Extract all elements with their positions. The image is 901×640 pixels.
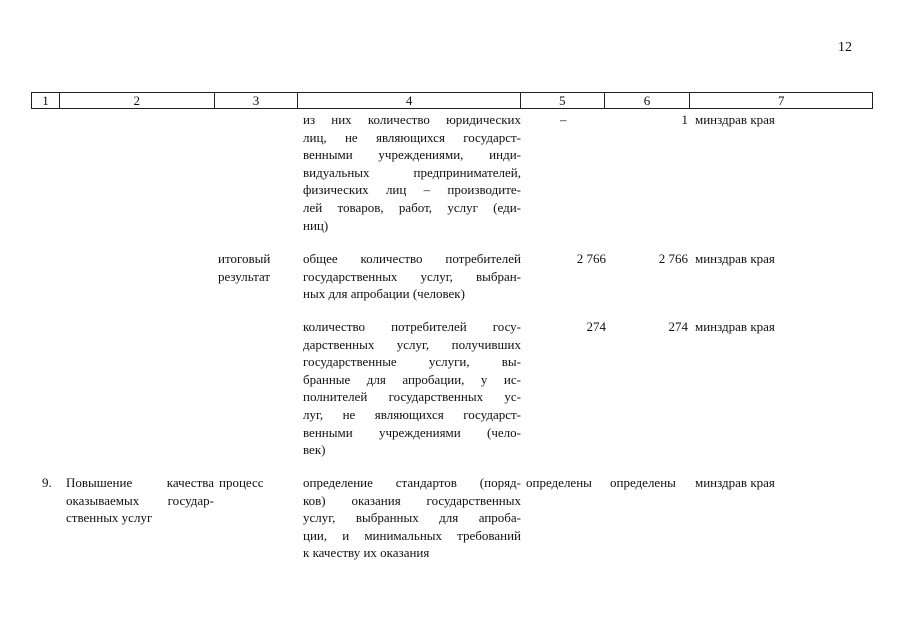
row-3-task: Повышение качества оказываемых государ- ственных услуг <box>66 475 214 526</box>
row-0-col7: минздрав края <box>695 112 775 127</box>
header-col-5: 5 <box>521 93 605 108</box>
row-1-col6: 2 766 <box>658 251 688 266</box>
header-col-6: 6 <box>605 93 691 108</box>
row-1-indicator: общее количество потребителей государственных услуг, выбран- ных для апробации (человек) <box>303 251 521 302</box>
row-0-col6: 1 <box>681 112 688 127</box>
row-3-col3: процесс <box>219 475 264 490</box>
row-3-col6: определены <box>610 475 676 490</box>
row-3-col5: определены <box>526 475 592 490</box>
table-header-row <box>31 92 873 109</box>
row-3-indicator: определение стандартов (поряд- ков) оказания государственных услуг, выбранных для апроба- ции, и минимальных требований к качеству их оказания <box>303 475 521 561</box>
row-1-col5: 2 766 <box>576 251 606 266</box>
row-0-col5: – <box>560 112 567 127</box>
header-col-3: 3 <box>215 93 299 108</box>
row-2-indicator: количество потребителей госу- дарственных услуг, получивших государственные услуги, вы- бранные для апробации, у ис- полнителей государственных ус- луг, не являющихся государст- венными учреждениями (чело- век) <box>303 319 521 458</box>
row-2-col5: 274 <box>586 319 606 334</box>
header-col-2: 2 <box>60 93 215 108</box>
row-2-col7: минздрав края <box>695 319 775 334</box>
row-2-col6: 274 <box>668 319 688 334</box>
row-0-indicator: из них количество юридических лиц, не являющихся государст- венными учреждениями, инди- видуальных предпринимателей, физических лиц – производите- лей товаров, работ, услуг (еди- ниц) <box>303 112 521 233</box>
header-col-7: 7 <box>777 93 785 108</box>
row-1-col7: минздрав края <box>695 251 775 266</box>
page-number: 12 <box>838 40 852 55</box>
row-1-col3: итоговый результат <box>218 251 271 284</box>
header-col-4: 4 <box>298 93 520 108</box>
header-col-1: 1 <box>32 93 60 108</box>
row-3-col7: минздрав края <box>695 475 775 490</box>
row-3-number: 9. <box>42 475 52 490</box>
